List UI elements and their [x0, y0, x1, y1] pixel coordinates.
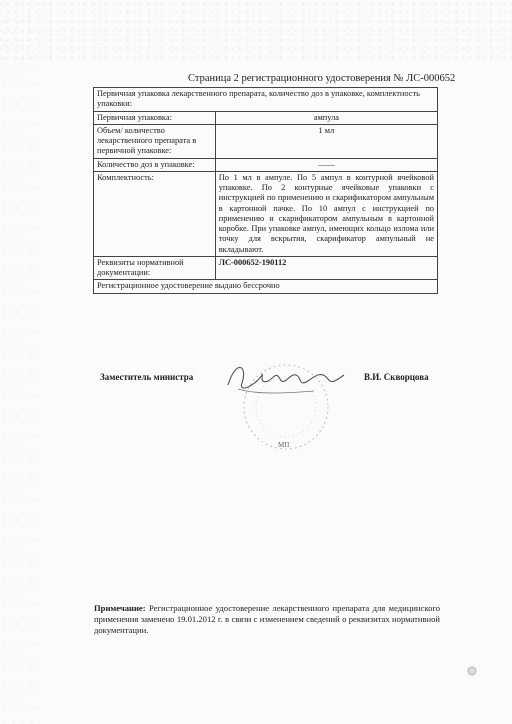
completeness-label: Комплектность:: [94, 171, 216, 256]
signature-block: [100, 372, 460, 392]
completeness-value: По 1 мл в ампуле. По 5 ампул в контурной ячейковой упаковке. По 2 контурные ячейковые упаковки с инструкцией по применению и скарификатором ампульным в картонной пачке. По 10 ампул с инструкцией по применению и скарификатором ампульным в картонной коробке. При упаковке ампул, имеющих кольцо излома или точку для вскрытия, скарификатор ампульный не вкладывают.: [215, 171, 437, 256]
doses-label: Количество доз в упаковке:: [94, 158, 216, 171]
table-row: [94, 171, 438, 256]
primary-packaging-label: Первичная упаковка:: [94, 111, 216, 124]
signer-name: В.И. Скворцова: [364, 372, 429, 382]
table-row: [94, 111, 438, 124]
table-row: [94, 124, 438, 158]
table-row: [94, 88, 438, 112]
table-row: [94, 256, 438, 280]
normative-doc-label: Реквизиты нормативной документации:: [94, 256, 216, 280]
normative-doc-value: ЛС-000652-190112: [215, 256, 437, 280]
punch-hole-icon: [467, 663, 477, 673]
section-header: Первичная упаковка лекарственного препарата, количество доз в упаковке, комплектность упаковки:: [94, 88, 438, 112]
page-header: Страница 2 регистрационного удостоверения № ЛС-000652: [188, 73, 456, 84]
table-row: [94, 158, 438, 171]
doses-value: ——: [215, 158, 437, 171]
signer-title: Заместитель министра: [100, 372, 194, 382]
note-block: [94, 603, 440, 637]
volume-label: Объем/ количество лекарственного препарата в первичной упаковке:: [94, 124, 216, 158]
volume-value: 1 мл: [215, 124, 437, 158]
stamp-signature-graphic: [218, 345, 358, 460]
table-row: [94, 280, 438, 293]
official-stamp: [218, 345, 358, 460]
scan-noise-top: [0, 0, 512, 60]
stamp-mp-label: МП: [278, 441, 290, 449]
primary-packaging-value: ампула: [215, 111, 437, 124]
note-label: Примечание:: [94, 603, 146, 613]
note-text: Регистрационное удостоверение лекарственного препарата для медицинского применения заменено 19.01.2012 г. в связи с изменением сведений о реквизитах нормативной документации.: [94, 603, 440, 636]
validity-text: Регистрационное удостоверение выдано бессрочно: [94, 280, 438, 293]
scan-noise-left: [0, 0, 40, 724]
registration-table: [93, 87, 438, 294]
